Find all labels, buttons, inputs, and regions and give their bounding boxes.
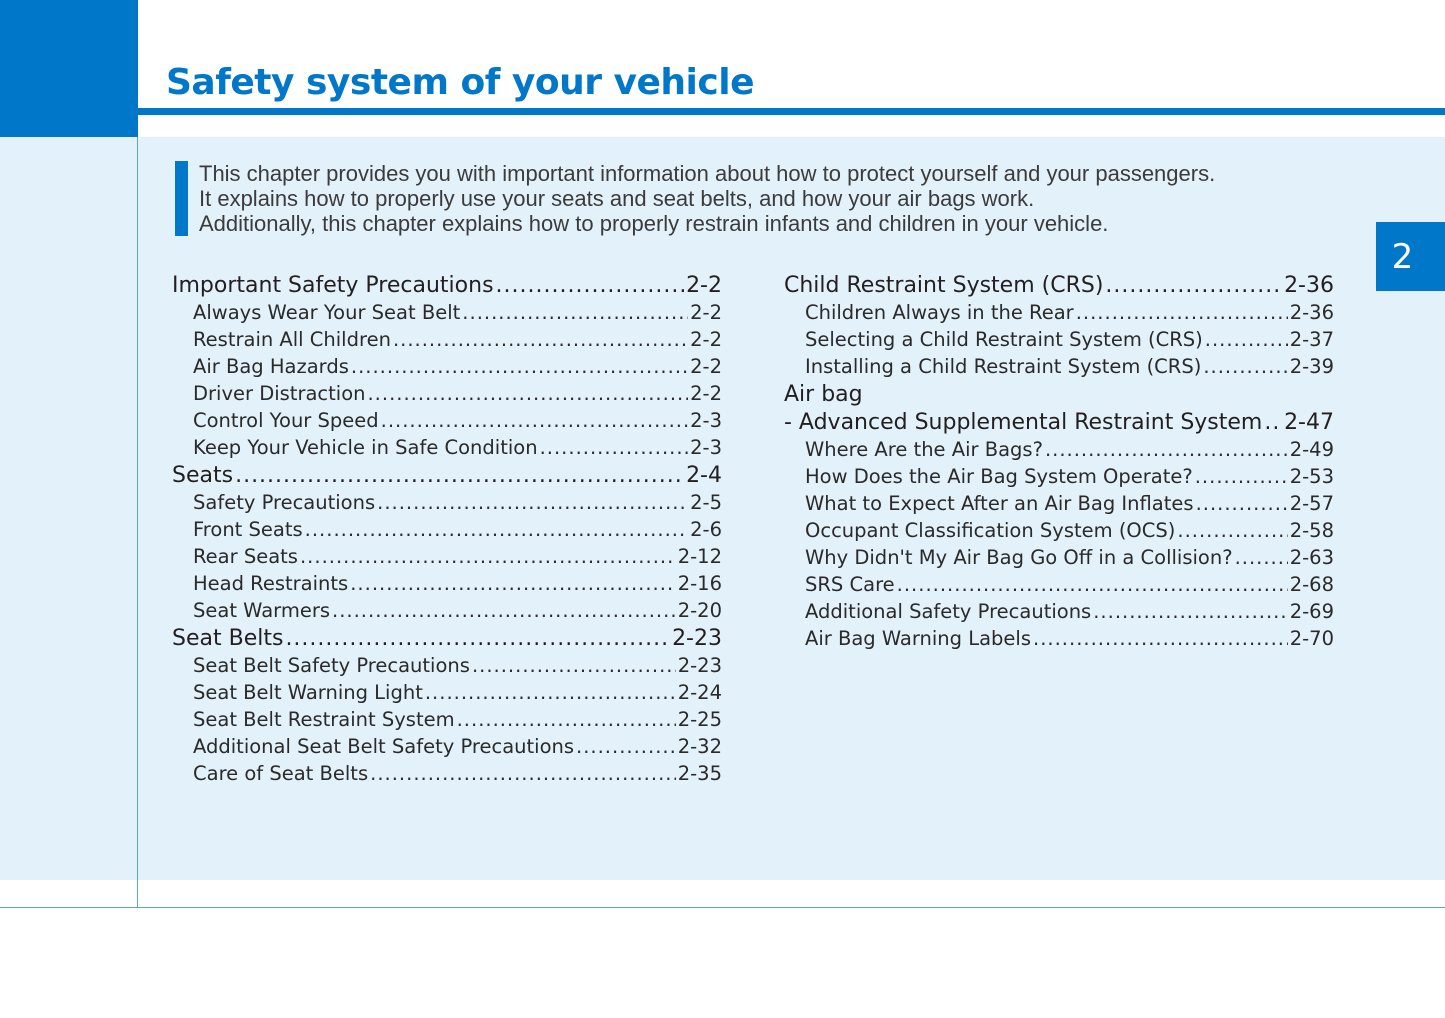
- toc-entry-title: Front Seats: [193, 518, 303, 541]
- bottom-rule: [0, 907, 1445, 908]
- toc-page-number: 2-39: [1289, 355, 1334, 378]
- toc-entry-title: - Advanced Supplemental Restraint System: [784, 410, 1263, 435]
- intro-line: This chapter provides you with important information about how to protect yourself and your passengers.: [199, 161, 1216, 186]
- toc-dot-leader: [300, 543, 676, 570]
- toc-dot-leader: [1205, 326, 1288, 353]
- toc-subentry[interactable]: [172, 407, 722, 434]
- toc-entry-title: Driver Distraction: [193, 382, 366, 405]
- toc-subentry[interactable]: [172, 516, 722, 543]
- toc-dot-leader: [1195, 463, 1288, 490]
- toc-dot-leader: [576, 733, 676, 760]
- toc-page-number: 2-49: [1289, 438, 1334, 461]
- toc-page-number: 2-36: [1284, 273, 1334, 298]
- toc-dot-leader: [457, 706, 676, 733]
- toc-dot-leader: [1105, 272, 1282, 299]
- toc-page-number: 2-37: [1289, 328, 1334, 351]
- toc-dot-leader: [540, 434, 689, 461]
- toc-section-entry[interactable]: [172, 462, 722, 489]
- header-rule: [138, 108, 1445, 115]
- toc-dot-leader: [1264, 409, 1282, 436]
- toc-page-number: 2-5: [690, 491, 722, 514]
- toc-subentry[interactable]: [784, 463, 1334, 490]
- toc-entry-title: Additional Seat Belt Safety Precautions: [193, 735, 575, 758]
- toc-subentry[interactable]: [172, 543, 722, 570]
- toc-subentry[interactable]: [172, 760, 722, 787]
- toc-page-number: 2-2: [690, 328, 722, 351]
- toc-page-number: 2-3: [690, 409, 722, 432]
- toc-entry-title: Seat Warmers: [193, 599, 330, 622]
- toc-dot-leader: [332, 597, 676, 624]
- toc-page-number: 2-36: [1289, 301, 1334, 324]
- toc-subentry[interactable]: [784, 299, 1334, 326]
- toc-subentry[interactable]: [784, 544, 1334, 571]
- toc-subentry[interactable]: [172, 326, 722, 353]
- toc-entry-title: Restrain All Children: [193, 328, 391, 351]
- toc-subentry[interactable]: [784, 517, 1334, 544]
- toc-dot-leader: [1196, 490, 1288, 517]
- toc-dot-leader: [472, 652, 676, 679]
- toc-dot-leader: [377, 489, 688, 516]
- toc-entry-title: Children Always in the Rear: [805, 301, 1074, 324]
- toc-entry-title: Child Restraint System (CRS): [784, 273, 1104, 298]
- toc-subentry[interactable]: [784, 326, 1334, 353]
- toc-left-column: [172, 271, 722, 787]
- toc-page-number: 2-2: [690, 382, 722, 405]
- toc-entry-title: Installing a Child Restraint System (CRS): [805, 355, 1202, 378]
- toc-subentry[interactable]: [784, 353, 1334, 380]
- toc-page-number: 2-25: [677, 708, 722, 731]
- toc-dot-leader: [1177, 517, 1287, 544]
- toc-dot-leader: [235, 462, 684, 489]
- toc-dot-leader: [425, 679, 676, 706]
- toc-entry-title: SRS Care: [805, 573, 895, 596]
- toc-page-number: 2-16: [677, 572, 722, 595]
- toc-page-number: 2-68: [1289, 573, 1334, 596]
- toc-right-column: [784, 271, 1334, 652]
- toc-section-entry[interactable]: [784, 409, 1334, 436]
- toc-entry-title: Always Wear Your Seat Belt: [193, 301, 461, 324]
- toc-dot-leader: [1235, 544, 1288, 571]
- toc-dot-leader: [285, 625, 670, 652]
- toc-entry-title: Rear Seats: [193, 545, 298, 568]
- toc-dot-leader: [393, 326, 688, 353]
- toc-page-number: 2-20: [677, 599, 722, 622]
- toc-page-number: 2-23: [677, 654, 722, 677]
- toc-page-number: 2-12: [677, 545, 722, 568]
- intro-accent-bar: [175, 161, 188, 236]
- toc-page-number: 2-35: [677, 762, 722, 785]
- toc-dot-leader: [1093, 598, 1288, 625]
- toc-subentry[interactable]: [784, 490, 1334, 517]
- toc-page-number: 2-4: [686, 463, 722, 488]
- toc-entry-title: Seat Belts: [172, 626, 284, 651]
- toc-dot-leader: [1076, 299, 1288, 326]
- toc-dot-leader: [351, 353, 688, 380]
- toc-entry-title: Seat Belt Warning Light: [193, 681, 423, 704]
- toc-dot-leader: [367, 380, 688, 407]
- toc-section-entry[interactable]: [172, 272, 722, 299]
- toc-entry-title: Seat Belt Safety Precautions: [193, 654, 470, 677]
- toc-page-number: 2-2: [686, 273, 722, 298]
- toc-subentry[interactable]: [172, 597, 722, 624]
- toc-subentry[interactable]: [784, 625, 1334, 652]
- toc-subentry[interactable]: [172, 733, 722, 760]
- toc-entry-title: Air bag: [784, 382, 863, 407]
- toc-entry-title: Additional Safety Precautions: [805, 600, 1092, 623]
- toc-section-entry[interactable]: [172, 625, 722, 652]
- toc-entry-title: Keep Your Vehicle in Safe Condition: [193, 436, 538, 459]
- intro-line: Additionally, this chapter explains how to properly restrain infants and children in your vehicle.: [199, 211, 1109, 236]
- toc-page-number: 2-32: [677, 735, 722, 758]
- page-title: Safety system of your vehicle: [166, 62, 754, 103]
- toc-page-number: 2-23: [672, 626, 722, 651]
- toc-dot-leader: [1033, 625, 1288, 652]
- toc-subentry[interactable]: [784, 571, 1334, 598]
- toc-dot-leader: [462, 299, 688, 326]
- toc-section-entry[interactable]: [784, 272, 1334, 299]
- toc-entry-title: Selecting a Child Restraint System (CRS): [805, 328, 1203, 351]
- toc-dot-leader: [381, 407, 689, 434]
- chapter-intro: [199, 161, 1359, 236]
- toc-page-number: 2-2: [690, 355, 722, 378]
- toc-subentry[interactable]: [172, 434, 722, 461]
- intro-line: It explains how to properly use your seats and seat belts, and how your air bags work.: [199, 186, 1035, 211]
- toc-entry-title: Head Restraints: [193, 572, 349, 595]
- toc-section-entry[interactable]: [784, 381, 1334, 408]
- toc-entry-title: Why Didn't My Air Bag Go Off in a Collision?: [805, 546, 1233, 569]
- toc-dot-leader: [305, 516, 688, 543]
- toc-entry-title: Safety Precautions: [193, 491, 376, 514]
- toc-subentry[interactable]: [172, 706, 722, 733]
- toc-subentry[interactable]: [172, 679, 722, 706]
- toc-subentry[interactable]: [172, 489, 722, 516]
- toc-dot-leader: [1203, 353, 1287, 380]
- toc-entry-title: Occupant Classification System (OCS): [805, 519, 1176, 542]
- toc-entry-title: Air Bag Warning Labels: [805, 627, 1032, 650]
- toc-dot-leader: [897, 571, 1288, 598]
- chapter-tab[interactable]: 2: [1376, 222, 1445, 291]
- toc-page-number: 2-47: [1284, 410, 1334, 435]
- toc-subentry[interactable]: [172, 380, 722, 407]
- toc-page-number: 2-63: [1289, 546, 1334, 569]
- toc-subentry[interactable]: [784, 598, 1334, 625]
- toc-dot-leader: [370, 760, 676, 787]
- toc-entry-title: Control Your Speed: [193, 409, 379, 432]
- corner-color-block: [0, 0, 138, 137]
- toc-page-number: 2-6: [690, 518, 722, 541]
- toc-page-number: 2-53: [1289, 465, 1334, 488]
- toc-page-number: 2-57: [1289, 492, 1334, 515]
- toc-dot-leader: [496, 272, 685, 299]
- toc-page-number: 2-24: [677, 681, 722, 704]
- toc-page-number: 2-3: [690, 436, 722, 459]
- toc-entry-title: What to Expect After an Air Bag Inflates: [805, 492, 1194, 515]
- toc-entry-title: Important Safety Precautions: [172, 273, 494, 298]
- toc-subentry[interactable]: [172, 652, 722, 679]
- toc-page-number: 2-70: [1289, 627, 1334, 650]
- toc-subentry[interactable]: [172, 299, 722, 326]
- toc-page-number: 2-2: [690, 301, 722, 324]
- toc-entry-title: Where Are the Air Bags?: [805, 438, 1043, 461]
- toc-entry-title: Air Bag Hazards: [193, 355, 349, 378]
- toc-dot-leader: [1045, 436, 1288, 463]
- toc-subentry[interactable]: [172, 353, 722, 380]
- toc-dot-leader: [350, 570, 676, 597]
- toc-page-number: 2-69: [1289, 600, 1334, 623]
- toc-entry-title: Seat Belt Restraint System: [193, 708, 455, 731]
- toc-entry-title: Care of Seat Belts: [193, 762, 369, 785]
- toc-entry-title: Seats: [172, 463, 234, 488]
- margin-rule: [137, 137, 138, 908]
- toc-page-number: 2-58: [1289, 519, 1334, 542]
- toc-subentry[interactable]: [172, 570, 722, 597]
- toc-entry-title: How Does the Air Bag System Operate?: [805, 465, 1193, 488]
- toc-subentry[interactable]: [784, 436, 1334, 463]
